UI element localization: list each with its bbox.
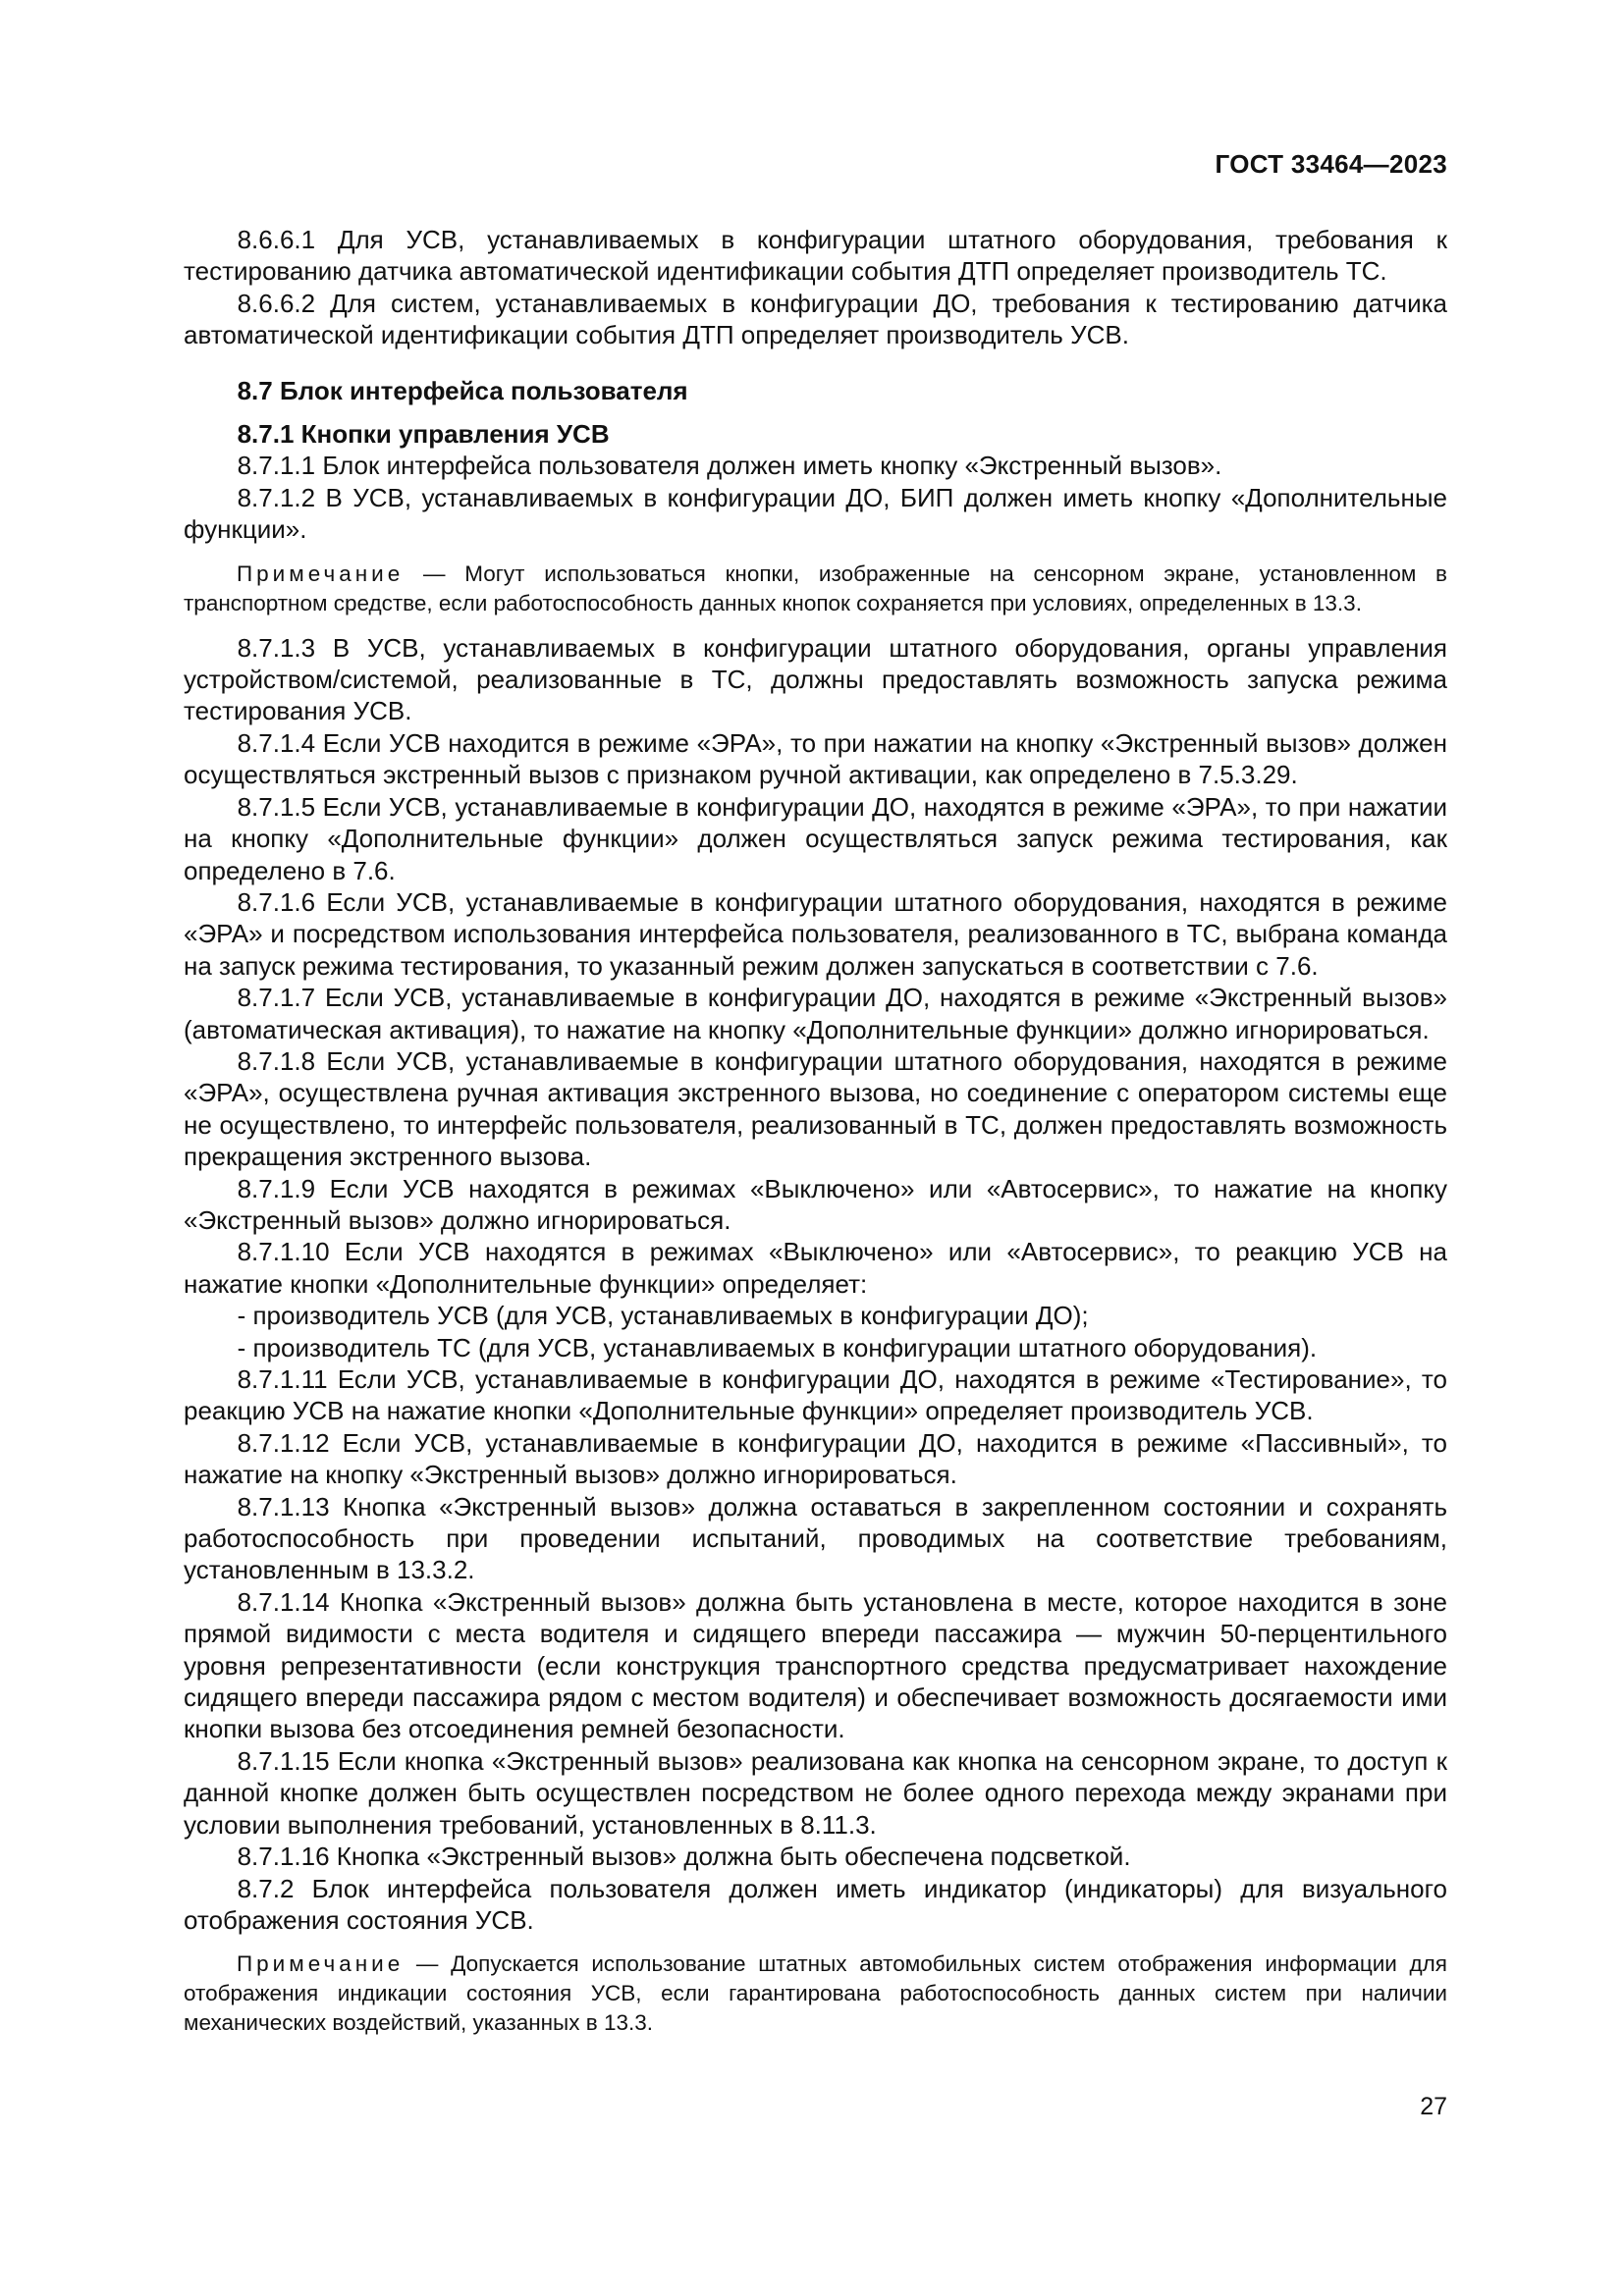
paragraph-8-6-6-1: 8.6.6.1 Для УСВ, устанавливаемых в конфигурации штатного оборудования, требования к тестированию датчика автоматической идентификации события ДТП определяет производитель ТС. (184, 225, 1447, 287)
paragraph-8-7-1-15: 8.7.1.15 Если кнопка «Экстренный вызов» реализована как кнопка на сенсорном экране, то доступ к данной кнопке должен быть осуществлен посредством не более одного перехода между экранами при условии выполнения требований, установленных в 8.11.3. (184, 1745, 1447, 1840)
document-body (184, 224, 1447, 2052)
paragraph-8-7-1-10: 8.7.1.10 Если УСВ находятся в режимах «Выключено» или «Автосервис», то реакцию УСВ на нажатие кнопки «Дополнительные функции» определяет: (184, 1237, 1447, 1299)
paragraph-8-7-1-13: 8.7.1.13 Кнопка «Экстренный вызов» должна оставаться в закрепленном состоянии и сохранять работоспособность при проведении испытаний, проводимых на соответствие требованиям, установленным в 13.3.2. (184, 1491, 1447, 1585)
paragraph-8-7-1-5: 8.7.1.5 Если УСВ, устанавливаемые в конфигурации ДО, находятся в режиме «ЭРА», то при нажатии на кнопку «Дополнительные функции» должен осуществляться запуск режима тестирования, как определено в 7.6. (184, 791, 1447, 885)
list-item-2: - производитель ТС (для УСВ, устанавливаемых в конфигурации штатного оборудования). (237, 1332, 1318, 1362)
paragraph-8-7-1-2: 8.7.1.2 В УСВ, устанавливаемых в конфигурации ДО, БИП должен иметь кнопку «Дополнительные функции». (184, 482, 1447, 545)
list-item-1: - производитель УСВ (для УСВ, устанавливаемых в конфигурации ДО); (237, 1301, 1089, 1331)
document-id-header: ГОСТ 33464—2023 (1215, 149, 1447, 179)
paragraph-8-7-1-14: 8.7.1.14 Кнопка «Экстренный вызов» должна быть установлена в месте, которое находится в зоне прямой видимости с места водителя и сидящего впереди пассажира — мужчин 50-перцентильного уровня репрезентативности (если конструкция транспортного средства предусматривает нахождение сидящего впереди пассажира рядом с местом водителя) и обеспечивает возможность досягаемости ими кнопки вызова без отсоединения ремней безопасности. (184, 1586, 1447, 1744)
paragraph-8-7-1-11: 8.7.1.11 Если УСВ, устанавливаемые в конфигурации ДО, находятся в режиме «Тестирование», то реакцию УСВ на нажатие кнопки «Дополнительные функции» определяет производитель УСВ. (184, 1364, 1447, 1426)
page-number: 27 (1420, 2093, 1447, 2120)
paragraph-8-7-1-4: 8.7.1.4 Если УСВ находится в режиме «ЭРА», то при нажатии на кнопку «Экстренный вызов» должен осуществляться экстренный вызов с признаком ручной активации, как определено в 7.5.3.29. (184, 727, 1447, 790)
subsection-heading-8-7-1: 8.7.1 Кнопки управления УСВ (237, 419, 610, 450)
note-2 (184, 1949, 1447, 2038)
section-heading-8-7: 8.7 Блок интерфейса пользователя (237, 375, 688, 405)
paragraph-8-7-1-6: 8.7.1.6 Если УСВ, устанавливаемые в конфигурации штатного оборудования, находятся в режиме «ЭРА» и посредством использования интерфейса пользователя, реализованного в ТС, выбрана команда на запуск режима тестирования, то указанный режим должен запускаться в соответствии с 7.6. (184, 886, 1447, 981)
note-1-label: Примечание (237, 561, 405, 586)
document-page (184, 0, 1447, 2296)
note-2-text: — Допускается использование штатных автомобильных систем отображения информации для отображения индикации состояния УСВ, если гарантирована работоспособность данных систем при наличии механических воздействий, указанных в 13.3. (184, 1951, 1447, 2036)
paragraph-8-7-1-8: 8.7.1.8 Если УСВ, устанавливаемые в конфигурации штатного оборудования, находятся в режиме «ЭРА», осуществлена ручная активация экстренного вызова, но соединение с оператором системы еще не осуществлено, то интерфейс пользователя, реализованный в ТС, должен предоставлять возможность прекращения экстренного вызова. (184, 1045, 1447, 1172)
paragraph-8-6-6-2: 8.6.6.2 Для систем, устанавливаемых в конфигурации ДО, требования к тестированию датчика автоматической идентификации события ДТП определяет производитель УСВ. (184, 288, 1447, 350)
note-1-text: — Могут использоваться кнопки, изображенные на сенсорном экране, установленном в транспортном средстве, если работоспособность данных кнопок сохраняется при условиях, определенных в 13.3. (184, 561, 1447, 615)
paragraph-8-7-2: 8.7.2 Блок интерфейса пользователя должен иметь индикатор (индикаторы) для визуального отображения состояния УСВ. (184, 1873, 1447, 1935)
note-1 (184, 560, 1447, 618)
note-2-label: Примечание (237, 1951, 405, 1977)
paragraph-8-7-1-9: 8.7.1.9 Если УСВ находятся в режимах «Выключено» или «Автосервис», то нажатие на кнопку «Экстренный вызов» должно игнорироваться. (184, 1173, 1447, 1235)
paragraph-8-7-1-1: 8.7.1.1 Блок интерфейса пользователя должен иметь кнопку «Экстренный вызов». (237, 451, 1222, 481)
paragraph-8-7-1-16: 8.7.1.16 Кнопка «Экстренный вызов» должна быть обеспечена подсветкой. (237, 1842, 1131, 1872)
paragraph-8-7-1-3: 8.7.1.3 В УСВ, устанавливаемых в конфигурации штатного оборудования, органы управления устройством/системой, реализованные в ТС, должны предоставлять возможность запуска режима тестирования УСВ. (184, 632, 1447, 726)
paragraph-8-7-1-7: 8.7.1.7 Если УСВ, устанавливаемые в конфигурации ДО, находятся в режиме «Экстренный вызов» (автоматическая активация), то нажатие на кнопку «Дополнительные функции» должно игнорироваться. (184, 983, 1447, 1044)
paragraph-8-7-1-12: 8.7.1.12 Если УСВ, устанавливаемые в конфигурации ДО, находится в режиме «Пассивный», то нажатие на кнопку «Экстренный вызов» должно игнорироваться. (184, 1427, 1447, 1490)
